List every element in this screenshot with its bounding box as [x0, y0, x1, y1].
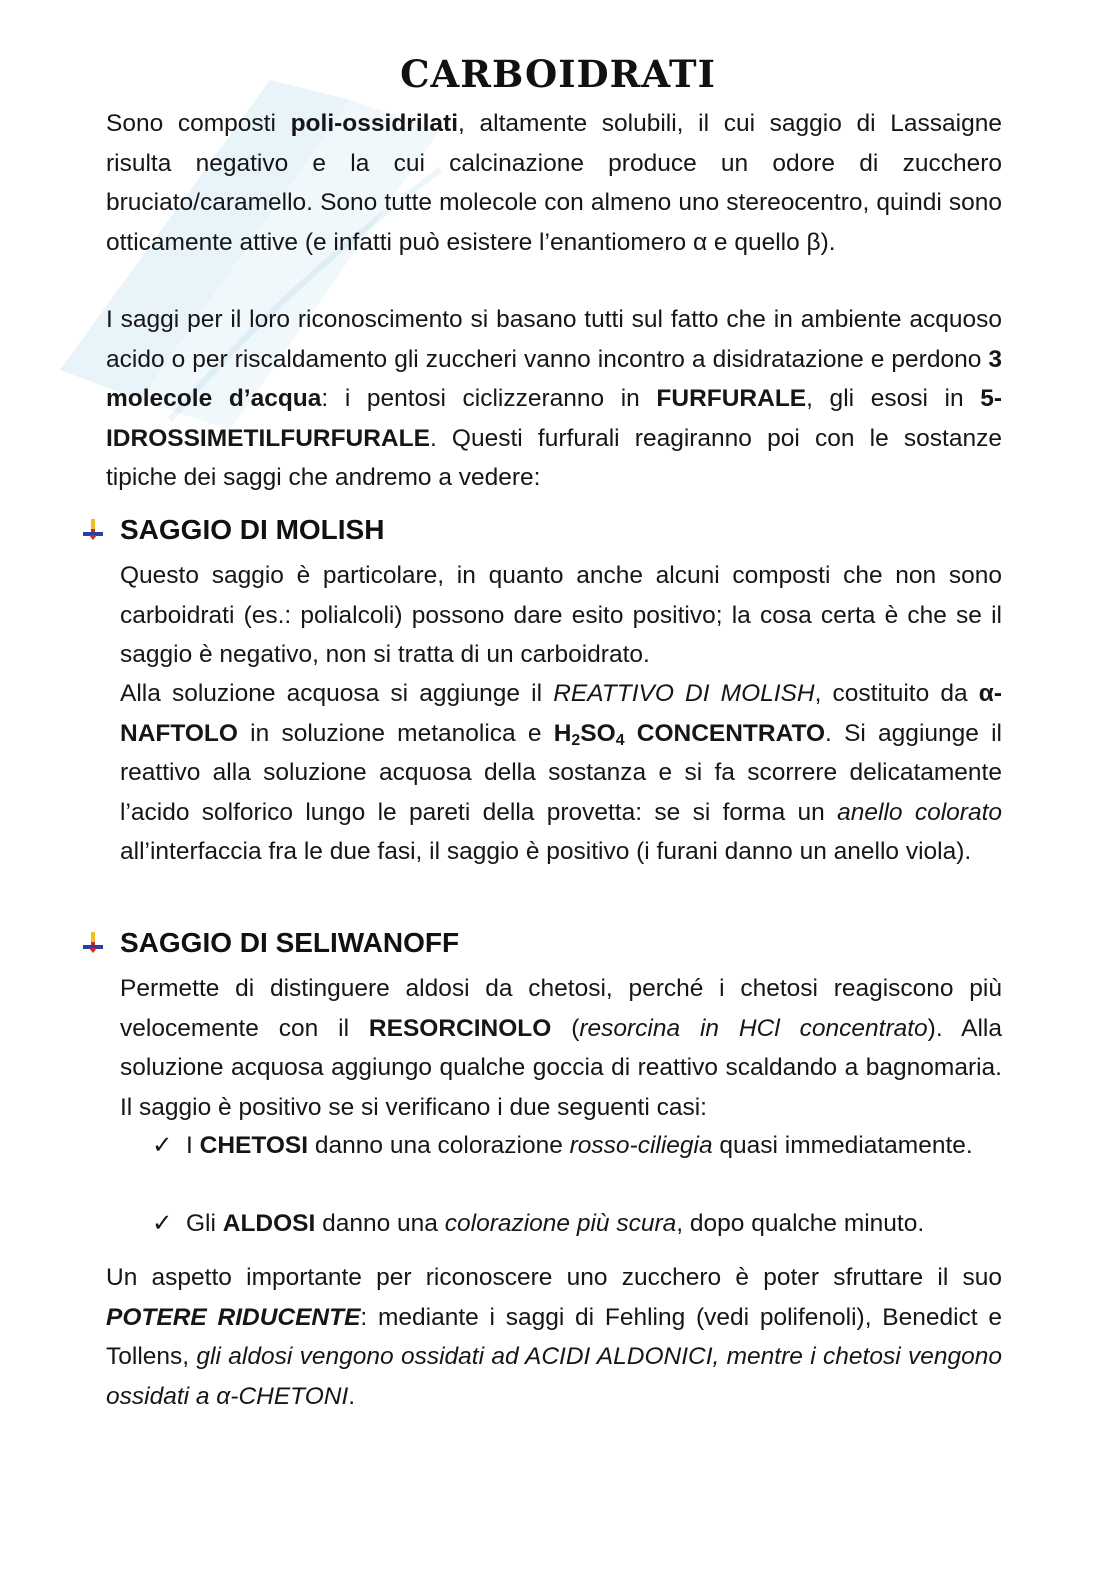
check-list-item: ✓ I CHETOSI danno una colorazione rosso-ciliegia quasi immediatamente.	[152, 1126, 1002, 1166]
arrow-bullet-icon	[80, 930, 106, 956]
arrow-bullet-icon	[80, 517, 106, 543]
closing-paragraph: Un aspetto importante per riconoscere uno zucchero è poter sfruttare il suo POTERE RIDUCENTE: mediante i saggi di Fehling (vedi polifenoli), Benedict e Tollens, gli aldosi vengono ossidati ad ACIDI ALDONICI, mentre i chetosi vengono ossidati a α-CHETONI.	[106, 1264, 1002, 1410]
checkmark-icon: ✓	[152, 1210, 173, 1237]
seliwanoff-paragraph: Permette di distinguere aldosi da chetosi, perché i chetosi reagiscono più velocemente con il RESORCINOLO (resorcina in HCl concentrato). Alla soluzione acquosa aggiungo qualche goccia di reattivo scaldando a bagnomaria. Il saggio è positivo se si verificano i due seguenti casi:	[120, 975, 1002, 1121]
molish-paragraph-1: Questo saggio è particolare, in quanto anche alcuni composti che non sono carboidrati (es.: polialcoli) possono dare esito positivo; la cosa certa è che se il saggio è negativo, non si tratta di un carboidrato.	[120, 562, 1002, 668]
section-heading-seliwanoff	[80, 927, 459, 959]
molish-paragraph-2: Alla soluzione acquosa si aggiunge il REATTIVO DI MOLISH, costituito da α-NAFTOLO in soluzione metanolica e $H_2SO_4$ CONCENTRATO. Si aggiunge il reattivo alla soluzione acquosa della sostanza e si fa scorrere delicatamente l’acido solforico lungo le pareti della provetta: se si forma un anello colorato all’interfaccia fra le due fasi, il saggio è positivo (i furani danno un anello viola).	[120, 680, 1003, 865]
page-title: CARBOIDRATI	[400, 52, 716, 96]
section-heading-molish	[80, 514, 384, 546]
check-list-item: ✓ Gli ALDOSI danno una colorazione più scura, dopo qualche minuto.	[152, 1204, 1002, 1244]
intro-paragraph-2: I saggi per il loro riconoscimento si basano tutti sul fatto che in ambiente acquoso acido o per riscaldamento gli zuccheri vanno incontro a disidratazione e perdono 3 molecole d’acqua: i pentosi ciclizzeranno in FURFURALE, gli esosi in 5-IDROSSIMETILFURFURALE. Questi furfurali reagiranno poi con le sostanze tipiche dei saggi che andremo a vedere:	[106, 306, 1002, 491]
checkmark-icon: ✓	[152, 1132, 173, 1159]
section-heading-label: SAGGIO DI MOLISH	[120, 514, 385, 545]
section-heading-label: SAGGIO DI SELIWANOFF	[120, 927, 460, 958]
intro-paragraph-1: Sono composti poli-ossidrilati, altamente solubili, il cui saggio di Lassaigne risulta negativo e la cui calcinazione produce un odore di zucchero bruciato/caramello. Sono tutte molecole con almeno uno stereocentro, quindi sono otticamente attive (e infatti può esistere l’enantiomero α e quello β).	[106, 110, 1002, 256]
